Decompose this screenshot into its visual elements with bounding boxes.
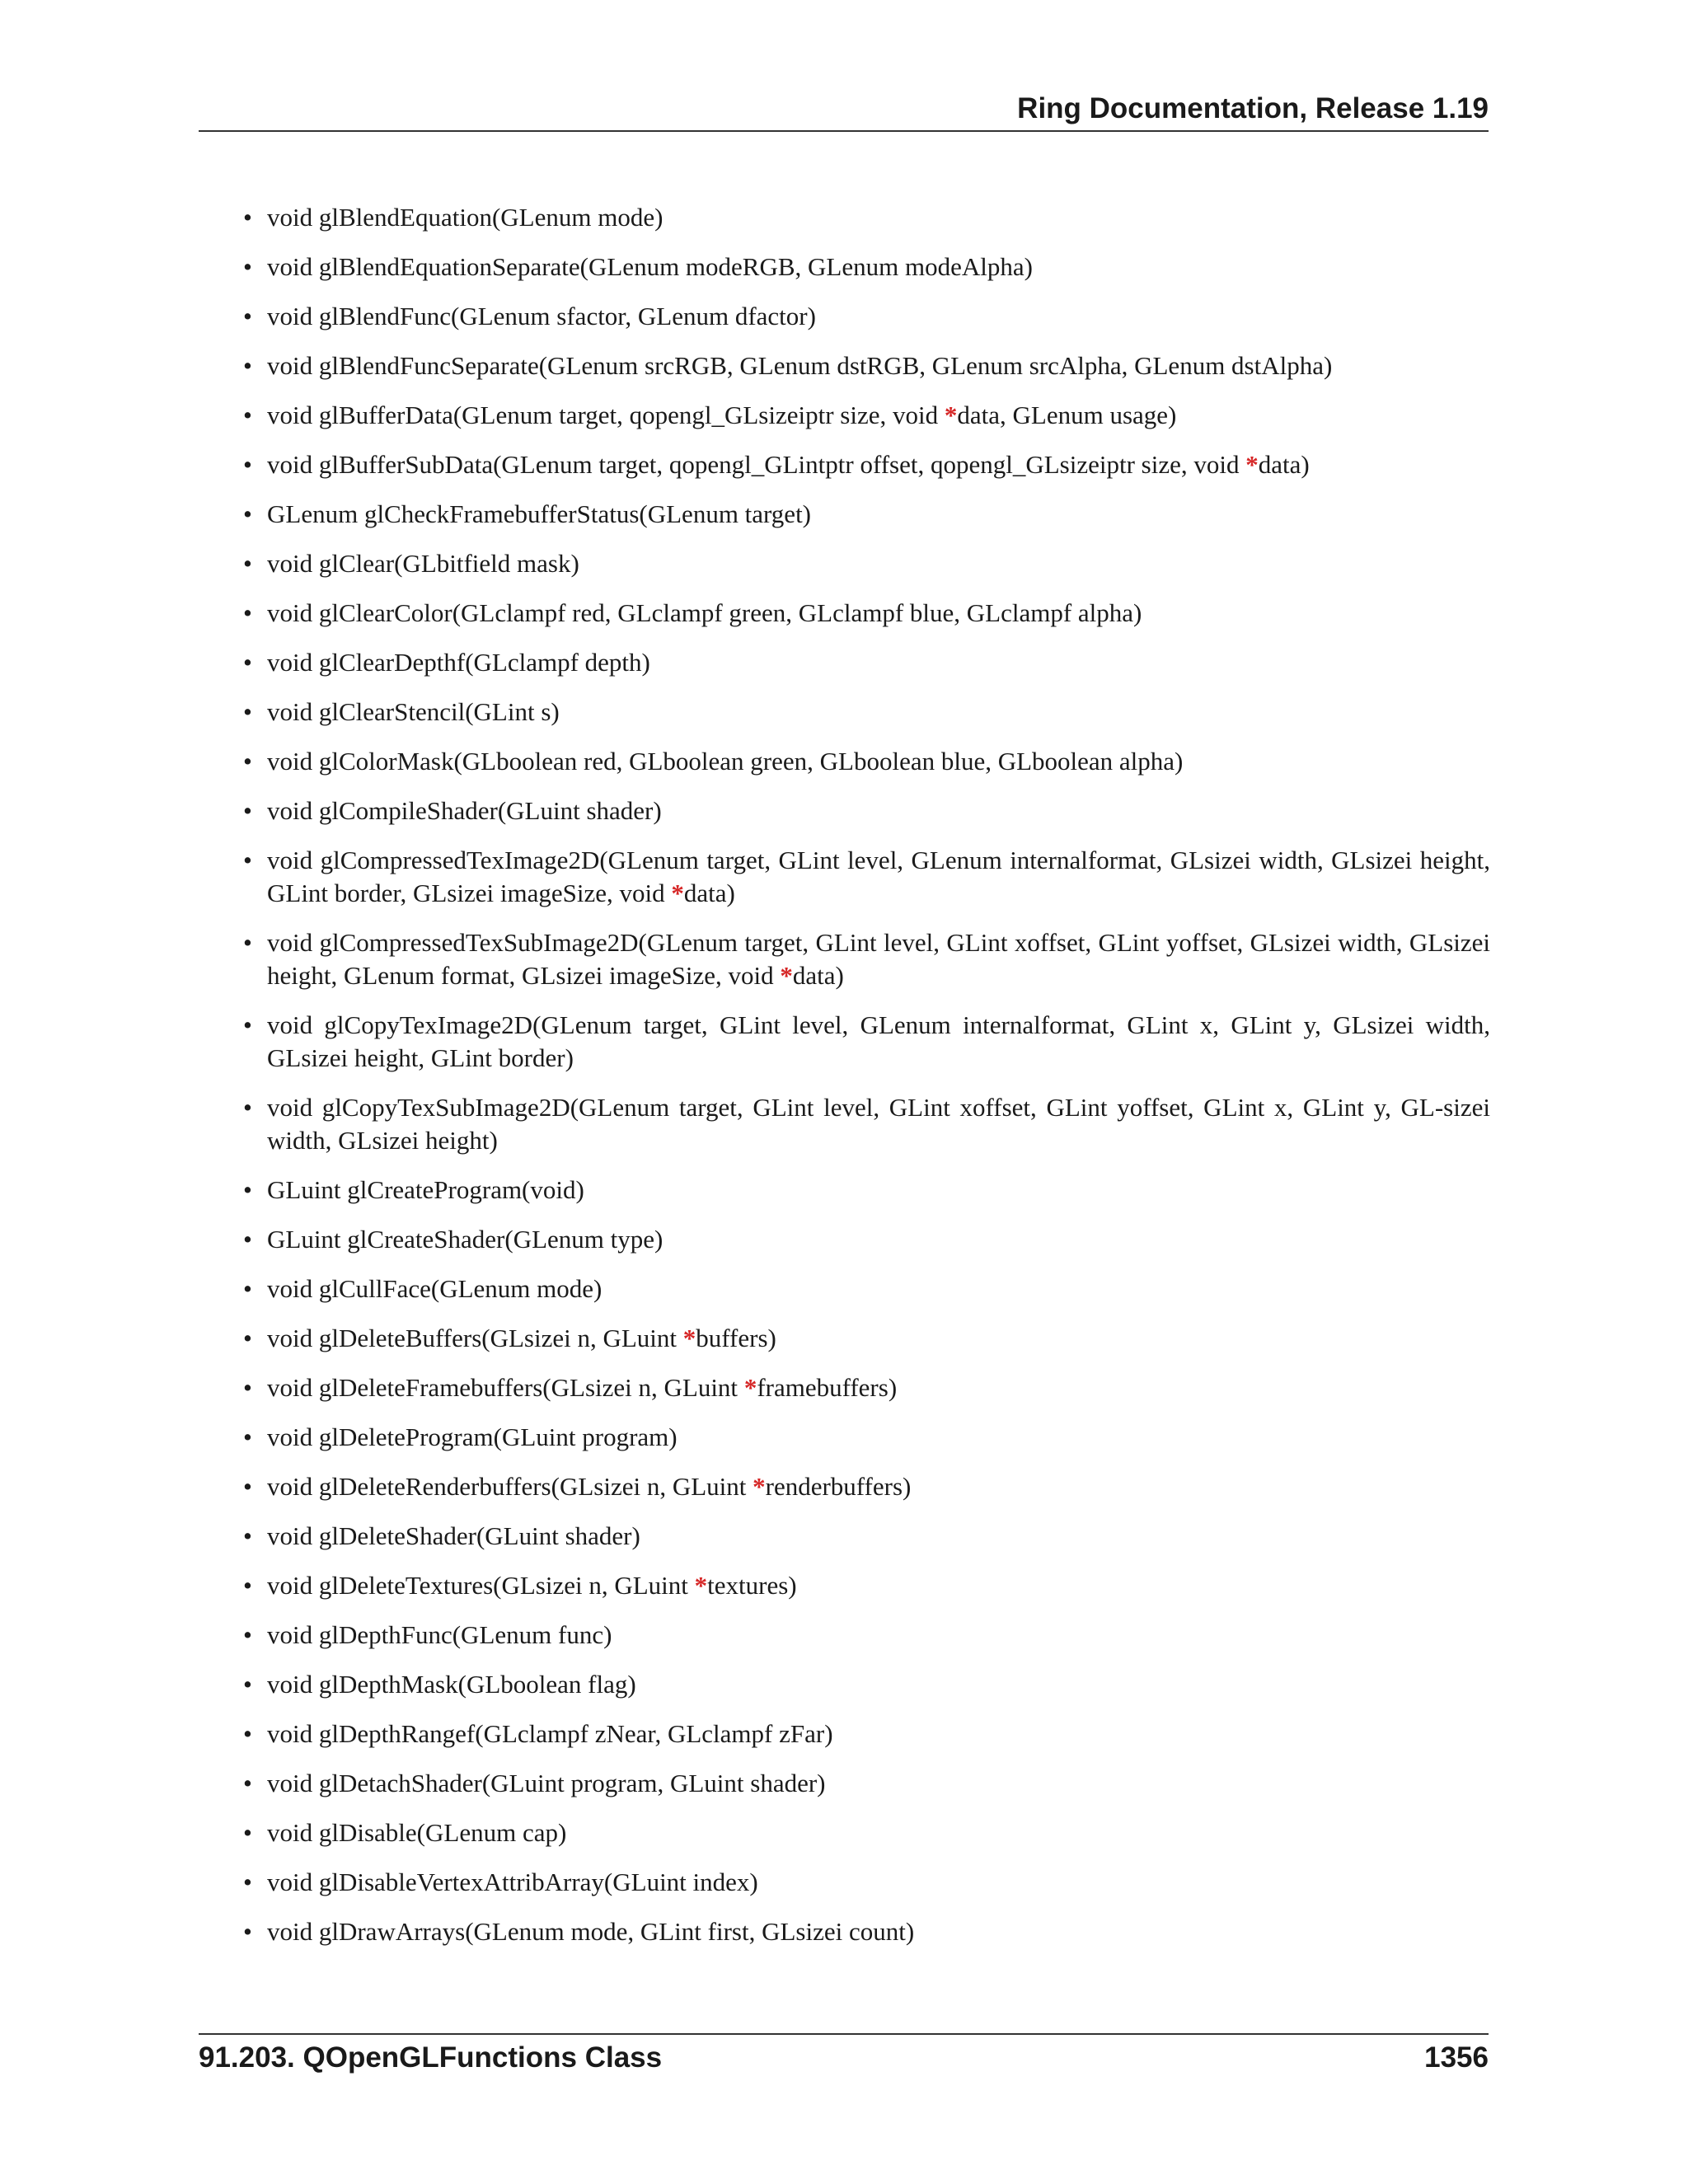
function-signature-text: void glClearColor(GLclampf red, GLclampf green, GLclampf blue, GLclampf alpha) — [267, 598, 1142, 627]
bullet-icon: • — [243, 1225, 252, 1254]
function-signature-text: void glDeleteShader(GLuint shader) — [267, 1521, 640, 1550]
function-item — [243, 1619, 1490, 1652]
bullet-icon: • — [243, 747, 252, 776]
function-signature-text: void glColorMask(GLboolean red, GLboolean green, GLboolean blue, GLboolean alpha) — [267, 747, 1184, 776]
function-signature-text: void glDeleteTextures(GLsizei n, GLuint — [267, 1571, 695, 1600]
bullet-icon: • — [243, 1620, 252, 1649]
pointer-asterisk: * — [780, 961, 793, 990]
function-item — [243, 844, 1490, 910]
pointer-asterisk: * — [753, 1472, 766, 1501]
function-signature-text: void glBlendEquation(GLenum mode) — [267, 203, 663, 232]
bullet-icon: • — [243, 1868, 252, 1896]
function-item — [243, 498, 1490, 531]
bullet-icon: • — [243, 598, 252, 627]
function-item — [243, 399, 1490, 432]
function-signature-text: renderbuffers) — [765, 1472, 912, 1501]
function-signature-text: void glDeleteBuffers(GLsizei n, GLuint — [267, 1324, 683, 1352]
footer-section-title: 91.203. QOpenGLFunctions Class — [199, 2041, 663, 2074]
function-item — [243, 1816, 1490, 1849]
function-item — [243, 794, 1490, 827]
bullet-icon: • — [243, 1010, 252, 1039]
function-signature-text: void glDepthFunc(GLenum func) — [267, 1620, 612, 1649]
footer-rule — [199, 2033, 1489, 2035]
function-signature-text: GLuint glCreateProgram(void) — [267, 1175, 584, 1204]
function-signature-text: void glCullFace(GLenum mode) — [267, 1274, 603, 1303]
function-signature-text: void glCompressedTexImage2D(GLenum target, GLint level, GLenum internalformat, GLsizei width, GLsizei height, GLint border, GLsizei imageSize, void — [267, 846, 1490, 907]
function-signature-text: void glDetachShader(GLuint program, GLuint shader) — [267, 1769, 826, 1797]
bullet-icon: • — [243, 648, 252, 677]
bullet-icon: • — [243, 1373, 252, 1402]
function-signature-text: void glBlendFuncSeparate(GLenum srcRGB, GLenum dstRGB, GLenum srcAlpha, GLenum dstAlpha) — [267, 351, 1333, 380]
bullet-icon: • — [243, 1472, 252, 1501]
bullet-icon: • — [243, 1422, 252, 1451]
function-signature-text: data) — [683, 879, 735, 907]
bullet-icon: • — [243, 401, 252, 429]
function-signature-text: void glDisable(GLenum cap) — [267, 1818, 567, 1847]
function-item — [243, 1470, 1490, 1503]
bullet-icon: • — [243, 1571, 252, 1600]
function-item — [243, 1174, 1490, 1207]
function-signature-text: void glBufferData(GLenum target, qopengl_GLsizeiptr size, void — [267, 401, 945, 429]
bullet-icon: • — [243, 302, 252, 330]
pointer-asterisk: * — [944, 401, 958, 429]
bullet-icon: • — [243, 1917, 252, 1946]
function-signature-text: void glClear(GLbitfield mask) — [267, 549, 579, 578]
function-item — [243, 1569, 1490, 1602]
pointer-asterisk: * — [1245, 450, 1259, 479]
bullet-icon: • — [243, 1719, 252, 1748]
function-item — [243, 926, 1490, 992]
document-title: Ring Documentation, Release 1.19 — [1017, 92, 1489, 124]
bullet-icon: • — [243, 1324, 252, 1352]
function-item — [243, 300, 1490, 333]
function-signature-text: void glCompileShader(GLuint shader) — [267, 796, 662, 825]
function-signature-text: void glCompressedTexSubImage2D(GLenum target, GLint level, GLint xoffset, GLint yoffset, GLsizei width, GLsizei height, GLenum format, GLsizei imageSize, void — [267, 928, 1490, 990]
function-item — [243, 745, 1490, 778]
page-number: 1356 — [1424, 2041, 1489, 2074]
function-item — [243, 1915, 1490, 1948]
bullet-icon: • — [243, 796, 252, 825]
bullet-icon: • — [243, 252, 252, 281]
function-item — [243, 696, 1490, 729]
function-signature-text: buffers) — [696, 1324, 776, 1352]
function-signature-text: data) — [1258, 450, 1310, 479]
pointer-asterisk: * — [682, 1324, 696, 1352]
function-signature-text: void glCopyTexSubImage2D(GLenum target, GLint level, GLint xoffset, GLint yoffset, GLint x, GLint y, GL-sizei width, GLsizei height) — [267, 1093, 1490, 1155]
function-signature-text: void glBufferSubData(GLenum target, qopengl_GLintptr offset, qopengl_GLsizeiptr size, void — [267, 450, 1246, 479]
bullet-icon: • — [243, 1175, 252, 1204]
bullet-icon: • — [243, 549, 252, 578]
function-signature-text: void glDepthMask(GLboolean flag) — [267, 1670, 636, 1699]
page-footer — [199, 2037, 1489, 2079]
function-item — [243, 448, 1490, 481]
function-signature-text: void glDisableVertexAttribArray(GLuint index) — [267, 1868, 758, 1896]
function-item — [243, 1322, 1490, 1355]
bullet-icon: • — [243, 1818, 252, 1847]
bullet-icon: • — [243, 1769, 252, 1797]
function-signature-text: framebuffers) — [757, 1373, 898, 1402]
function-signature-text: GLuint glCreateShader(GLenum type) — [267, 1225, 663, 1254]
function-item — [243, 1767, 1490, 1800]
function-signature-text: void glBlendEquationSeparate(GLenum modeRGB, GLenum modeAlpha) — [267, 252, 1033, 281]
pointer-asterisk: * — [743, 1373, 757, 1402]
function-item — [243, 1272, 1490, 1305]
function-item — [243, 201, 1490, 234]
function-item — [243, 1223, 1490, 1256]
function-signature-text: void glBlendFunc(GLenum sfactor, GLenum dfactor) — [267, 302, 816, 330]
function-signature-text: void glDeleteRenderbuffers(GLsizei n, GLuint — [267, 1472, 753, 1501]
function-signature-text: textures) — [707, 1571, 797, 1600]
function-signature-text: void glDeleteProgram(GLuint program) — [267, 1422, 678, 1451]
function-item — [243, 1421, 1490, 1454]
function-item — [243, 1668, 1490, 1701]
function-item — [243, 1866, 1490, 1899]
function-signature-text: void glDepthRangef(GLclampf zNear, GLclampf zFar) — [267, 1719, 833, 1748]
function-signature-text: void glDrawArrays(GLenum mode, GLint first, GLsizei count) — [267, 1917, 915, 1946]
function-item — [243, 349, 1490, 382]
bullet-icon: • — [243, 351, 252, 380]
function-item — [243, 646, 1490, 679]
function-signature-text: GLenum glCheckFramebufferStatus(GLenum target) — [267, 499, 812, 528]
bullet-icon: • — [243, 1670, 252, 1699]
function-item — [243, 597, 1490, 630]
function-item — [243, 1091, 1490, 1157]
bullet-icon: • — [243, 499, 252, 528]
function-signature-text: void glClearDepthf(GLclampf depth) — [267, 648, 650, 677]
function-signature-text: void glDeleteFramebuffers(GLsizei n, GLuint — [267, 1373, 744, 1402]
function-signature-text: data, GLenum usage) — [957, 401, 1177, 429]
bullet-icon: • — [243, 203, 252, 232]
function-item — [243, 1520, 1490, 1553]
function-item — [243, 547, 1490, 580]
pointer-asterisk: * — [694, 1571, 708, 1600]
function-item — [243, 1009, 1490, 1075]
function-signature-text: void glClearStencil(GLint s) — [267, 697, 560, 726]
bullet-icon: • — [243, 697, 252, 726]
bullet-icon: • — [243, 450, 252, 479]
function-signature-text: data) — [792, 961, 844, 990]
bullet-icon: • — [243, 1521, 252, 1550]
function-item — [243, 1718, 1490, 1750]
bullet-icon: • — [243, 928, 252, 957]
function-item — [243, 1371, 1490, 1404]
bullet-icon: • — [243, 1093, 252, 1122]
bullet-icon: • — [243, 1274, 252, 1303]
pointer-asterisk: * — [671, 879, 684, 907]
bullet-icon: • — [243, 846, 252, 874]
function-signature-text: void glCopyTexImage2D(GLenum target, GLint level, GLenum internalformat, GLint x, GLint y, GLsizei width, GLsizei height, GLint border) — [267, 1010, 1490, 1072]
function-item — [243, 251, 1490, 284]
